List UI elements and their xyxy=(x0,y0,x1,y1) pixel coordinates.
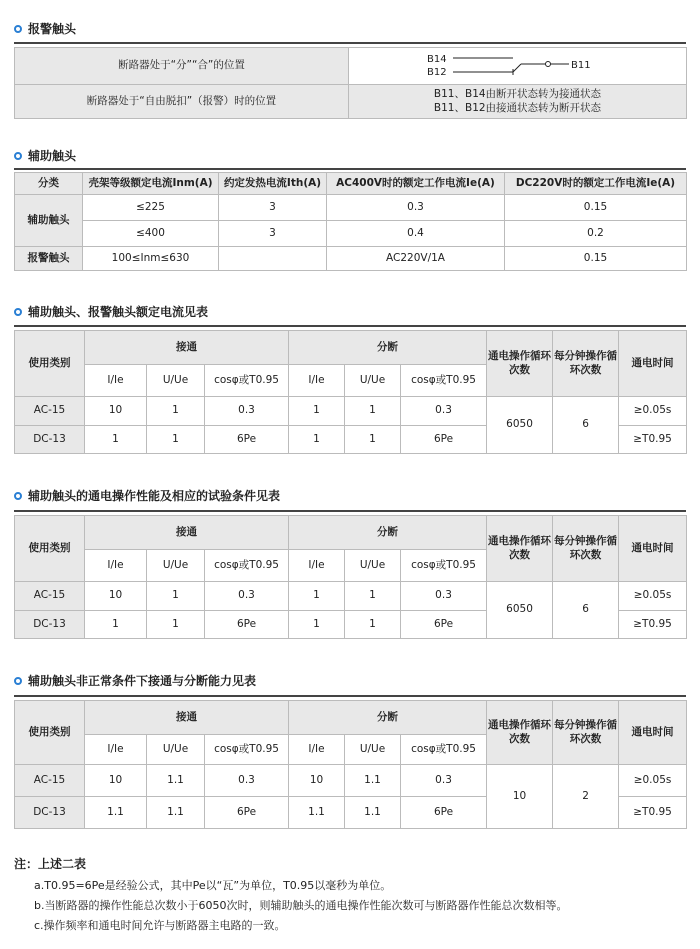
circle-bullet-icon xyxy=(14,492,22,500)
table-cell: 1 xyxy=(147,611,205,639)
row-label: 辅助触头 xyxy=(15,195,83,247)
table-cell: 3 xyxy=(219,221,327,247)
subheader-cell: cosφ或T0.95 xyxy=(401,550,487,582)
table-cell: ≥0.05s xyxy=(619,765,687,797)
header-cell: DC220V时的额定工作电流Ie(A) xyxy=(505,173,687,195)
table-cell: 1.1 xyxy=(345,765,401,797)
header-cell: 使用类别 xyxy=(15,516,85,582)
subheader-cell: U/Ue xyxy=(147,735,205,765)
circle-bullet-icon xyxy=(14,152,22,160)
table-cell: 6Pe xyxy=(205,426,289,454)
table-cell: AC220V/1A xyxy=(327,247,505,271)
table-cell: 1 xyxy=(85,611,147,639)
contact-diagram-svg xyxy=(349,48,687,84)
table-cell: 10 xyxy=(85,765,147,797)
header-cell: 通电时间 xyxy=(619,331,687,397)
header-cell: 约定发热电流Ith(A) xyxy=(219,173,327,195)
header-cell: 通电操作循环次数 xyxy=(487,516,553,582)
table-cell: 0.3 xyxy=(401,397,487,426)
table-cell: 6 xyxy=(553,582,619,639)
table-cell: 1 xyxy=(345,397,401,426)
table-cell: ≥T0.95 xyxy=(619,611,687,639)
subheader-cell: U/Ue xyxy=(147,550,205,582)
header-cell: 通电操作循环次数 xyxy=(487,701,553,765)
subheader-cell: U/Ue xyxy=(147,365,205,397)
rated-current-table xyxy=(14,330,687,454)
header-cell: 分类 xyxy=(15,173,83,195)
table-cell: 1 xyxy=(147,582,205,611)
table-cell: 10 xyxy=(85,397,147,426)
table-cell: 1 xyxy=(289,611,345,639)
table-cell: 0.4 xyxy=(327,221,505,247)
subheader-cell: cosφ或T0.95 xyxy=(205,550,289,582)
table-cell: 1.1 xyxy=(85,797,147,829)
table-cell: 6 xyxy=(553,397,619,454)
subheader-cell: I/Ie xyxy=(289,735,345,765)
subheader-cell: cosφ或T0.95 xyxy=(205,735,289,765)
table-cell: ≥0.05s xyxy=(619,582,687,611)
table-cell: 0.3 xyxy=(401,765,487,797)
section-title-abnormal-conditions: 辅助触头非正常条件下接通与分断能力见表 xyxy=(14,672,256,689)
circle-bullet-icon xyxy=(14,677,22,685)
state-description: B11、B14由断开状态转为接通状态 B11、B12由接通状态转为断开状态 xyxy=(349,85,687,119)
table-cell: 10 xyxy=(85,582,147,611)
header-cell: 每分钟操作循环次数 xyxy=(553,701,619,765)
header-cell: AC400V时的额定工作电流Ie(A) xyxy=(327,173,505,195)
contact-diagram xyxy=(349,48,687,85)
row-label: 报警触头 xyxy=(15,247,83,271)
row-label: AC-15 xyxy=(15,397,85,426)
note-c: c.操作频率和通电时间允许与断路器主电路的一致。 xyxy=(34,919,286,932)
subheader-cell: U/Ue xyxy=(345,365,401,397)
row-label: DC-13 xyxy=(15,426,85,454)
circle-bullet-icon xyxy=(14,308,22,316)
header-cell: 分断 xyxy=(289,516,487,550)
table-cell: ≤400 xyxy=(83,221,219,247)
table-cell: 1 xyxy=(289,426,345,454)
table-cell: 0.3 xyxy=(205,582,289,611)
notes-title: 注：上述二表 xyxy=(14,857,87,871)
table-cell: 6Pe xyxy=(401,797,487,829)
table-cell: 100≤Inm≤630 xyxy=(83,247,219,271)
row-label: 断路器处于“分”“合”的位置 xyxy=(15,48,349,85)
table-cell: 0.2 xyxy=(505,221,687,247)
divider xyxy=(14,168,686,170)
subheader-cell: cosφ或T0.95 xyxy=(401,735,487,765)
table-cell: 1 xyxy=(85,426,147,454)
table-cell: 6Pe xyxy=(401,426,487,454)
divider xyxy=(14,510,686,512)
subheader-cell: I/Ie xyxy=(85,735,147,765)
row-label: AC-15 xyxy=(15,582,85,611)
divider xyxy=(14,695,686,697)
table-cell: 0.3 xyxy=(205,397,289,426)
section-title-aux-contact: 辅助触头 xyxy=(14,147,76,164)
subheader-cell: I/Ie xyxy=(289,365,345,397)
table-cell: 6Pe xyxy=(401,611,487,639)
subheader-cell: I/Ie xyxy=(85,550,147,582)
table-cell: 1 xyxy=(289,582,345,611)
table-cell: ≥T0.95 xyxy=(619,797,687,829)
table-cell: 1 xyxy=(147,426,205,454)
note-a: a.T0.95=6Pe是经验公式，其中Pe以“瓦”为单位，T0.95以毫秒为单位。 xyxy=(34,879,392,892)
header-cell: 使用类别 xyxy=(15,331,85,397)
row-label: DC-13 xyxy=(15,611,85,639)
table-cell: 6050 xyxy=(487,582,553,639)
section-title-alarm-contact: 报警触头 xyxy=(14,20,76,37)
header-cell: 每分钟操作循环次数 xyxy=(553,331,619,397)
table-cell: 1 xyxy=(289,397,345,426)
alarm-contact-table xyxy=(14,47,687,119)
table-cell: 1.1 xyxy=(289,797,345,829)
table-cell: 0.15 xyxy=(505,247,687,271)
table-cell: 10 xyxy=(487,765,553,829)
table-cell: 1.1 xyxy=(147,797,205,829)
table-cell: ≥T0.95 xyxy=(619,426,687,454)
table-cell: 1.1 xyxy=(345,797,401,829)
subheader-cell: cosφ或T0.95 xyxy=(205,365,289,397)
b12-label: B12 xyxy=(427,67,447,78)
subheader-cell: U/Ue xyxy=(345,735,401,765)
table-cell: 0.3 xyxy=(205,765,289,797)
header-cell: 通电时间 xyxy=(619,701,687,765)
circle-bullet-icon xyxy=(14,25,22,33)
header-cell: 接通 xyxy=(85,516,289,550)
subheader-cell: I/Ie xyxy=(289,550,345,582)
table-cell: 6Pe xyxy=(205,797,289,829)
table-cell: 1 xyxy=(147,397,205,426)
table-cell: 6Pe xyxy=(205,611,289,639)
row-label: 断路器处于“自由脱扣”（报警）时的位置 xyxy=(15,85,349,119)
header-cell: 接通 xyxy=(85,701,289,735)
table-cell: 1 xyxy=(345,582,401,611)
b11-label: B11 xyxy=(571,60,591,71)
table-cell: 2 xyxy=(553,765,619,829)
header-cell: 分断 xyxy=(289,331,487,365)
header-cell: 分断 xyxy=(289,701,487,735)
header-cell: 壳架等级额定电流Inm(A) xyxy=(83,173,219,195)
operating-performance-table xyxy=(14,515,687,639)
table-cell: 0.3 xyxy=(327,195,505,221)
table-cell: 0.3 xyxy=(401,582,487,611)
aux-contact-table xyxy=(14,172,687,271)
section-title-rated-current: 辅助触头、报警触头额定电流见表 xyxy=(14,303,208,320)
table-cell: ≤225 xyxy=(83,195,219,221)
subheader-cell: U/Ue xyxy=(345,550,401,582)
table-cell xyxy=(219,247,327,271)
section-title-operating-performance: 辅助触头的通电操作性能及相应的试验条件见表 xyxy=(14,487,280,504)
table-cell: 0.15 xyxy=(505,195,687,221)
header-cell: 使用类别 xyxy=(15,701,85,765)
table-cell: 1 xyxy=(345,611,401,639)
divider xyxy=(14,325,686,327)
note-b: b.当断路器的操作性能总次数小于6050次时，则辅助触头的通电操作性能次数可与断路器作性能总次数相等。 xyxy=(34,899,568,912)
divider xyxy=(14,42,686,44)
table-cell: 3 xyxy=(219,195,327,221)
table-cell: 1.1 xyxy=(147,765,205,797)
header-cell: 通电操作循环次数 xyxy=(487,331,553,397)
b14-label: B14 xyxy=(427,54,447,65)
table-cell: ≥0.05s xyxy=(619,397,687,426)
subheader-cell: cosφ或T0.95 xyxy=(401,365,487,397)
table-cell: 1 xyxy=(345,426,401,454)
header-cell: 通电时间 xyxy=(619,516,687,582)
subheader-cell: I/Ie xyxy=(85,365,147,397)
table-cell: 10 xyxy=(289,765,345,797)
header-cell: 每分钟操作循环次数 xyxy=(553,516,619,582)
table-cell: 6050 xyxy=(487,397,553,454)
header-cell: 接通 xyxy=(85,331,289,365)
row-label: DC-13 xyxy=(15,797,85,829)
abnormal-conditions-table xyxy=(14,700,687,829)
row-label: AC-15 xyxy=(15,765,85,797)
